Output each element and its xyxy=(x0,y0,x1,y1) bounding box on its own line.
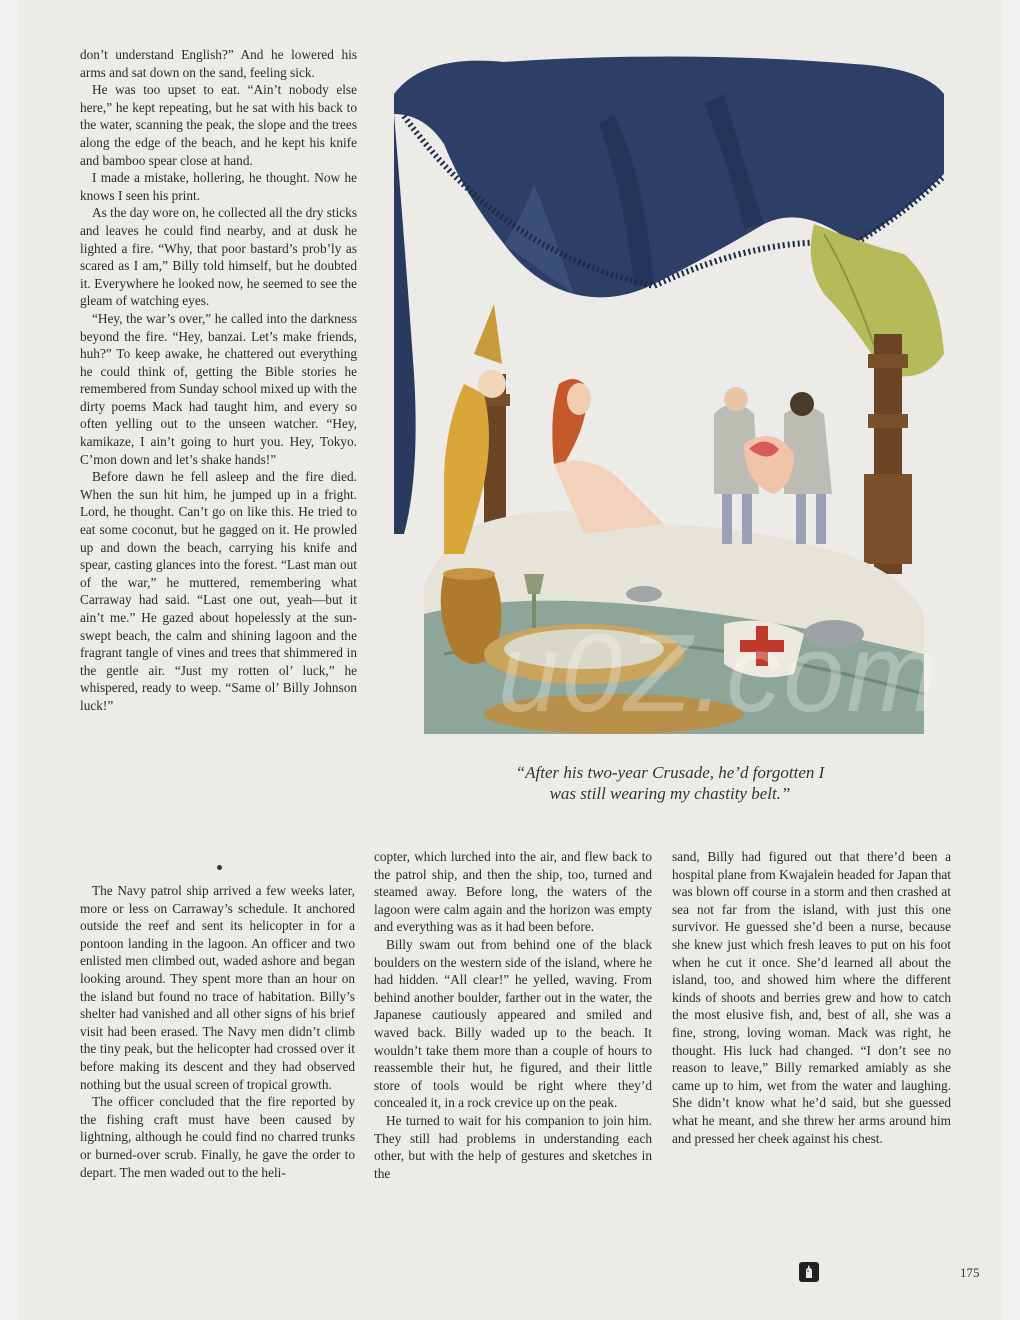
paragraph: sand, Billy had figured out that there’d been a hospital plane from Kwajalein headed for Japan that was blown off course in a storm and then crashed at sea not far from the island, with just this one survivor. He guessed she’d been a nurse, because she knew just which fresh leaves to put on his foot when he cut it once. She’d learned all about the island, too, and showed him where the different kinds of shoots and berries grew and how to catch the most elusive fish, and, best of all, she was a fine, strong, loving woman. Mack was right, he thought. His luck had changed. “I don’t see no reason to leave,” Billy remarked amiably as she came up to him, wet from the water and laughing. She didn’t know what he’d said, but she guessed what he meant, and she threw her arms around him and pressed her cheek against his chest. xyxy=(672,849,951,1146)
cartoon-illustration xyxy=(384,54,956,734)
paragraph: “Hey, the war’s over,” he called into the darkness beyond the fire. “Hey, banzai. Let’s make friends, huh?” To keep awake, he chattered out everything he could think of, getting the Bible stories he remembered from Sunday school mixed up with the dirty poems Mack had taught him, and every so often yelling out to the unseen watcher. “Hey, kamikaze, I ain’t going to hurt you. Hey, Tokyo. C’mon down and let’s shake hands!” xyxy=(80,310,357,467)
caption-line: “After his two-year Crusade, he’d forgotten I xyxy=(515,763,825,782)
paragraph: don’t understand English?” And he lowered his arms and sat down on the sand, feeling sick. xyxy=(80,47,357,80)
magazine-page xyxy=(18,0,1002,1320)
paragraph: The officer concluded that the fire reported by the fishing craft must have been caused by lightning, although he could find no charred trunks or burned-over scrub. Finally, he gave the order to depart. The men waded out to the heli- xyxy=(80,1094,355,1180)
paragraph: Before dawn he fell asleep and the fire died. When the sun hit him, he jumped up in a fright. Lord, he thought. Can’t go on like this. He tried to eat some coconut, but he gagged on it. He prowled up and down the beach, carrying his knife and spear, casting glances into the forest. “Last man out of the war,” he muttered, remembering what Carraway had said. “Last one out, yeah—but it ain’t me.” He gazed about hopelessly at the sun-swept beach, the calm and shining lagoon and the fragrant tangle of vines and trees that shimmered in the gentle air. “Just my rotten ol’ luck,” he whispered, ready to weep. “Same ol’ Billy Johnson luck!” xyxy=(80,469,357,713)
paragraph: I made a mistake, hollering, he thought. Now he knows I seen his print. xyxy=(80,170,357,203)
paragraph: As the day wore on, he collected all the dry sticks and leaves he could find nearby, and at dusk he lighted a fire. “Why, that poor bastard’s prob’ly as scared as I am,” Billy told himself, but he doubted it. Everywhere he looked now, he seemed to see the gleam of watching eyes. xyxy=(80,205,357,309)
text-column-right xyxy=(672,848,951,1147)
paragraph: He turned to wait for his companion to join him. They still had problems in understanding each other, but with the help of gestures and sketches in the xyxy=(374,1112,652,1181)
caption-line: was still wearing my chastity belt.” xyxy=(549,784,791,803)
page-number: 175 xyxy=(960,1265,980,1280)
rabbit-head-logo-icon xyxy=(799,1262,819,1282)
text-column-bottom-left xyxy=(80,882,355,1181)
section-break-dot xyxy=(217,865,222,870)
watermark-text: u0Z.com xyxy=(498,612,940,735)
paragraph: Billy swam out from behind one of the black boulders on the western side of the island, where he had hidden. “All clear!” he yelled, waving. From behind another boulder, farther out in the water, the Japanese cautiously appeared and smiled and waved back. Billy waded up to the beach. It wouldn’t take them more than a couple of hours to reassemble their hut, he figured, and their little store of tools would be right where they’d concealed it, in a rock crevice up on the peak. xyxy=(374,936,652,1111)
paragraph: copter, which lurched into the air, and flew back to the patrol ship, and then the ship, too, turned and steamed away. Before long, the waters of the lagoon were calm again and the horizon was empty and everything was as it had been before. xyxy=(374,849,652,935)
paragraph: He was too upset to eat. “Ain’t nobody else here,” he kept repeating, but he sat with his back to the water, scanning the peak, the slope and the trees along the edge of the beach, and he kept his knife and bamboo spear close at hand. xyxy=(80,82,357,168)
illustration-caption xyxy=(450,762,890,804)
text-column-middle xyxy=(374,848,652,1182)
text-column-top-left xyxy=(80,46,357,715)
paragraph: The Navy patrol ship arrived a few weeks later, more or less on Carraway’s schedule. It anchored outside the reef and sent its helicopter in for a pontoon landing in the lagoon. An officer and two enlisted men climbed out, waded ashore and began looking around. They spent more than an hour on the island but found no trace of habitation. Billy’s shelter had vanished and all other signs of his brief visit had been erased. The Navy men didn’t climb the tiny peak, but the helicopter had crossed over it before making its descent and they had observed nothing but the usual screen of tropical growth. xyxy=(80,883,355,1092)
